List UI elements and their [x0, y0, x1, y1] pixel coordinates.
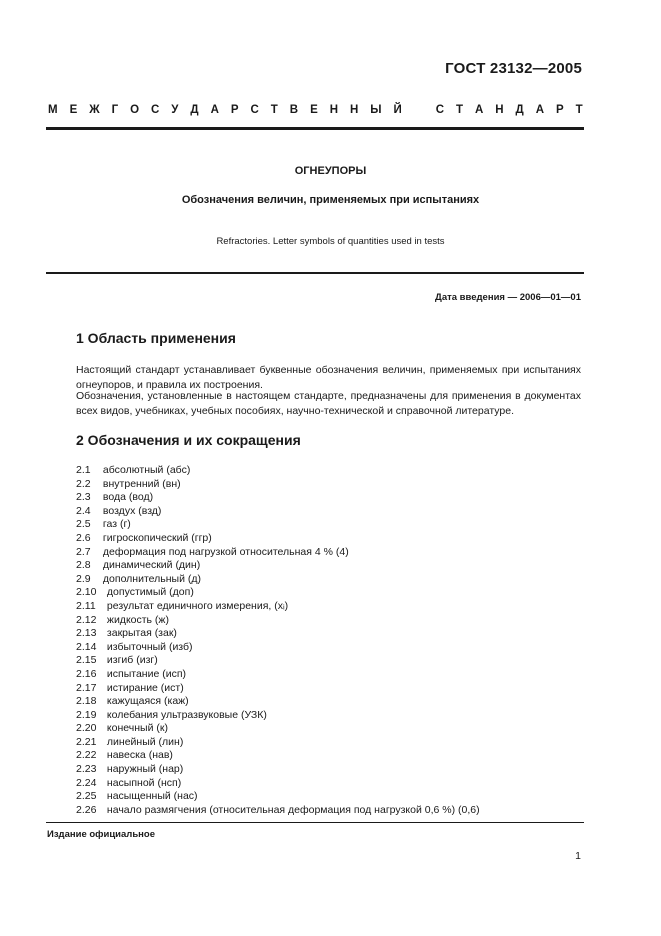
list-item — [76, 546, 480, 560]
banner-letter: Е — [310, 104, 318, 116]
banner-letter: Ы — [370, 104, 382, 116]
banner-letter: А — [210, 104, 219, 116]
banner-letter: М — [48, 104, 58, 116]
list-item-number: 2.25 — [76, 790, 97, 803]
list-item-text: вода (вод) — [102, 491, 154, 504]
list-item-text: абсолютный (абс) — [102, 464, 191, 476]
banner-word-gap — [414, 104, 424, 116]
list-item-number: 2.17 — [76, 681, 97, 694]
list-item-number: 2.26 — [76, 803, 97, 816]
banner-letter: С — [250, 104, 259, 116]
list-item — [76, 573, 480, 587]
banner-letter: С — [151, 104, 160, 116]
banner-letter: Т — [270, 104, 278, 116]
banner-letter: Р — [230, 104, 239, 116]
list-item — [76, 736, 480, 750]
list-item-number: 2.12 — [76, 613, 97, 626]
top-rule — [46, 127, 584, 130]
list-item — [76, 790, 480, 804]
list-item-text: дополнительный (д) — [102, 572, 202, 585]
banner-letter: В — [289, 104, 299, 116]
list-item-number: 2.16 — [76, 667, 97, 680]
list-item-number: 2.1 — [76, 464, 91, 476]
list-item — [76, 668, 480, 682]
list-item-number: 2.24 — [76, 776, 97, 789]
banner-letter: Н — [329, 104, 339, 116]
list-item-number: 2.10 — [76, 586, 97, 599]
list-item-text: внутренний (вн) — [102, 477, 181, 490]
list-item-text: изгиб (изг) — [106, 654, 158, 667]
banner-letter: С — [435, 104, 445, 116]
list-item-text: начало размягчения (относительная деформация под нагрузкой 0,6 %) (0,6) — [106, 803, 480, 816]
introduction-date: Дата введения — 2006—01—01 — [435, 292, 581, 303]
list-item-text: динамический (дин) — [102, 559, 201, 572]
list-item — [76, 518, 480, 532]
list-item — [76, 763, 480, 777]
list-item — [76, 614, 480, 628]
section-1-heading: 1 Область применения — [76, 330, 236, 346]
list-item-text: закрытая (зак) — [106, 627, 177, 640]
list-item — [76, 559, 480, 573]
list-item-number: 2.11 — [76, 599, 96, 612]
section-1-paragraph: Обозначения, установленные в настоящем стандарте, предназначены для применения в документах всех видов, учебниках, учебных пособиях, научно-технической и справочной литературе. — [76, 390, 581, 417]
list-item-number: 2.20 — [76, 722, 97, 735]
banner-letter: Т — [575, 104, 583, 116]
list-item — [76, 654, 480, 668]
list-item-text: допустимый (доп) — [106, 586, 194, 599]
edition-note: Издание официальное — [47, 829, 155, 840]
list-item — [76, 722, 480, 736]
interstate-standard-banner — [48, 104, 583, 116]
section-2-heading: 2 Обозначения и их сокращения — [76, 432, 301, 448]
list-item-number: 2.18 — [76, 695, 97, 708]
banner-letter: Д — [190, 104, 199, 116]
list-item — [76, 505, 480, 519]
list-item — [76, 491, 480, 505]
list-item-text: избыточный (изб) — [106, 640, 193, 653]
list-item-number: 2.19 — [76, 708, 97, 721]
list-item — [76, 478, 480, 492]
list-item-text: результат единичного измерения, (xᵢ) — [106, 599, 289, 612]
list-item-number: 2.14 — [76, 640, 97, 653]
list-item-text: кажущаяся (каж) — [106, 695, 189, 708]
banner-letter: Г — [111, 104, 119, 116]
bottom-rule — [46, 822, 584, 823]
banner-letter: У — [171, 104, 179, 116]
banner-letter: Д — [515, 104, 524, 116]
list-item-text: испытание (исп) — [106, 667, 187, 680]
banner-letter: Р — [556, 104, 564, 116]
english-title: Refractories. Letter symbols of quantities used in tests — [216, 236, 445, 247]
list-item-number: 2.15 — [76, 654, 97, 667]
list-item-number: 2.3 — [76, 491, 91, 504]
list-item-text: колебания ультразвуковые (УЗК) — [106, 708, 267, 721]
list-item-number: 2.22 — [76, 749, 97, 762]
banner-letter: О — [130, 104, 140, 116]
list-item-text: истирание (ист) — [106, 681, 184, 694]
list-item — [76, 709, 480, 723]
symbol-list — [76, 464, 480, 817]
list-item-number: 2.2 — [76, 477, 91, 490]
list-item-text: насыпной (нсп) — [106, 776, 182, 789]
list-item — [76, 777, 480, 791]
list-item-number: 2.8 — [76, 559, 91, 572]
list-item-number: 2.4 — [76, 504, 91, 517]
list-item-text: насыщенный (нас) — [106, 790, 198, 803]
banner-letter: Н — [349, 104, 359, 116]
list-item-number: 2.21 — [76, 735, 97, 748]
page-number: 1 — [575, 850, 581, 862]
banner-letter: А — [474, 104, 484, 116]
list-item-number: 2.7 — [76, 545, 91, 558]
list-item-text: конечный (к) — [106, 722, 168, 735]
list-item-text: воздух (взд) — [102, 504, 162, 517]
list-item — [76, 682, 480, 696]
document-title: ОГНЕУПОРЫ — [294, 165, 367, 177]
list-item-text: жидкость (ж) — [106, 613, 169, 626]
list-item — [76, 600, 480, 614]
list-item-number: 2.6 — [76, 531, 91, 544]
list-item — [76, 804, 480, 818]
list-item — [76, 464, 480, 478]
list-item — [76, 532, 480, 546]
section-1-paragraph: Настоящий стандарт устанавливает буквенные обозначения величин, применяемых при испытаниях огнеупоров, и правила их построения. — [76, 364, 581, 391]
list-item-number: 2.9 — [76, 572, 91, 585]
list-item-number: 2.13 — [76, 627, 97, 640]
list-item-text: навеска (нав) — [106, 749, 173, 762]
list-item-text: гигроскопический (ггр) — [102, 531, 212, 544]
banner-letter: А — [535, 104, 545, 116]
middle-rule — [46, 272, 584, 274]
list-item-text: линейный (лин) — [106, 735, 184, 748]
list-item-text: газ (г) — [102, 518, 131, 531]
list-item-number: 2.23 — [76, 763, 97, 776]
list-item — [76, 641, 480, 655]
banner-letter: Н — [495, 104, 504, 116]
list-item — [76, 695, 480, 709]
standard-number: ГОСТ 23132—2005 — [445, 60, 582, 77]
banner-letter: Ж — [89, 104, 100, 116]
list-item — [76, 627, 480, 641]
list-item-text: деформация под нагрузкой относительная 4 % (4) — [102, 545, 349, 558]
banner-letter: Т — [455, 104, 464, 116]
list-item — [76, 749, 480, 763]
banner-letter: Е — [69, 104, 78, 116]
list-item — [76, 586, 480, 600]
banner-letter: Й — [393, 104, 402, 116]
list-item-text: наружный (нар) — [106, 763, 184, 776]
document-subtitle: Обозначения величин, применяемых при испытаниях — [181, 194, 480, 206]
list-item-number: 2.5 — [76, 518, 91, 531]
